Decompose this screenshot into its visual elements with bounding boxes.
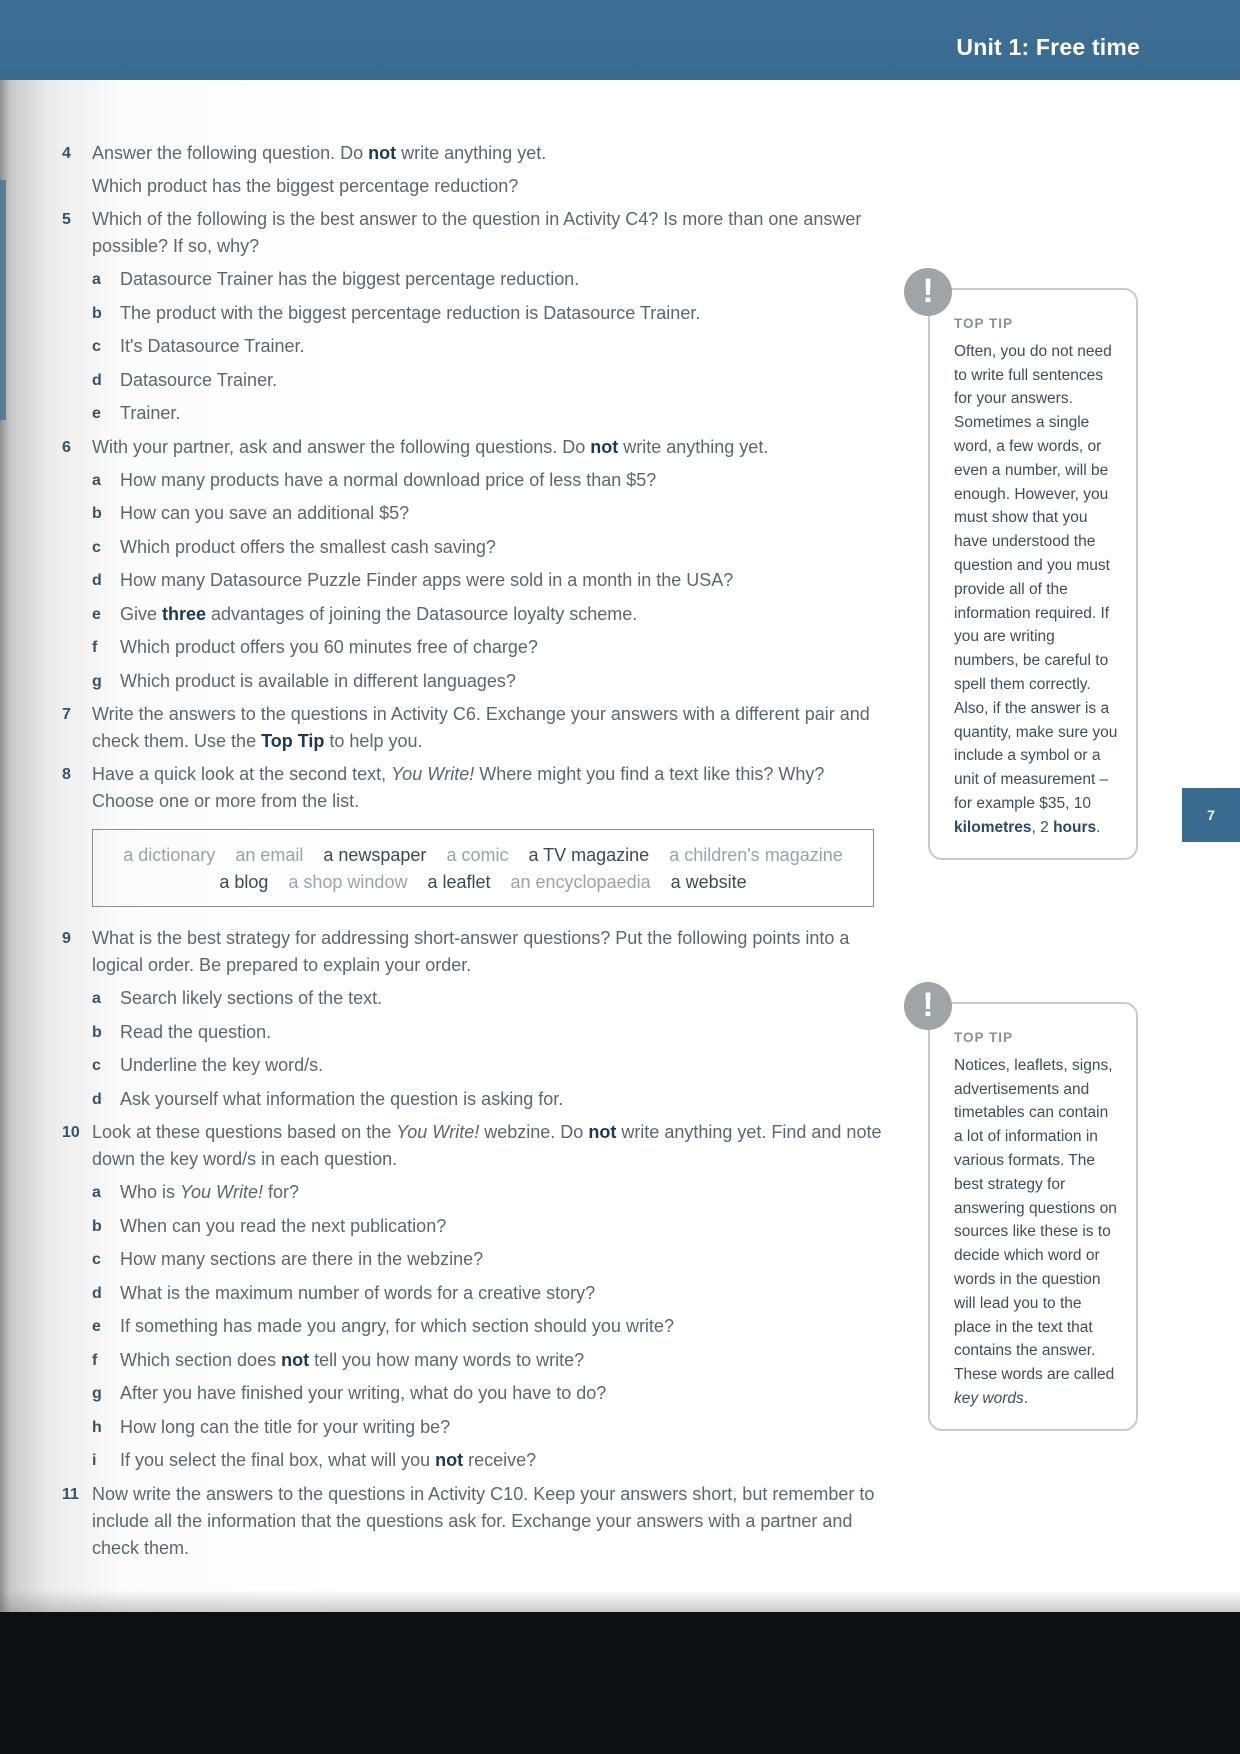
text-run: Search likely sections of the text. <box>120 988 383 1008</box>
activity-instruction <box>92 206 882 260</box>
emphasis-text: Top Tip <box>261 731 325 751</box>
top-tip-box-1 <box>922 272 1138 860</box>
option-list <box>92 1179 882 1474</box>
activity-9 <box>62 925 882 1113</box>
italic-text: You Write! <box>180 1182 264 1202</box>
option-item <box>92 1380 882 1407</box>
text-run: Notices, leaflets, signs, advertisements and timetables can contain a lot of information in various formats. The best strategy for answering questions on sources like these is to decide which word or words in the question will lead you to the place in the text that contains the answer. These words are called <box>954 1056 1117 1384</box>
option-letter: d <box>92 371 102 389</box>
option-letter: e <box>92 405 101 422</box>
option-item <box>92 1246 882 1273</box>
option-letter: d <box>92 572 102 589</box>
option-item <box>92 567 882 594</box>
top-tip-title: TOP TIP <box>954 316 1014 331</box>
activity-number: 8 <box>62 766 71 783</box>
top-tip-panel <box>922 986 1138 1431</box>
text-run: write anything yet. <box>618 436 769 457</box>
activity-8 <box>62 761 882 815</box>
activity-7 <box>62 701 882 755</box>
emphasis-text: not <box>435 1450 464 1470</box>
word-option: a blog <box>219 872 269 892</box>
activity-4 <box>62 140 882 200</box>
text-run: How long can the title for your writing be? <box>120 1416 451 1437</box>
text-run: . <box>1096 818 1101 836</box>
text-run: receive? <box>463 1450 537 1470</box>
word-option: a newspaper <box>323 845 427 865</box>
exclamation-icon: ! <box>904 982 952 1030</box>
emphasis-text: not <box>281 1349 310 1370</box>
option-letter: d <box>92 1284 102 1302</box>
option-item <box>92 1019 882 1046</box>
top-tip-box-2 <box>922 986 1138 1431</box>
option-letter: a <box>92 271 101 288</box>
text-run: Which product has the biggest percentage reduction? <box>92 176 519 196</box>
text-run: Which product offers you 60 minutes free of charge? <box>120 637 538 657</box>
word-choice-box <box>92 829 874 907</box>
option-letter: c <box>92 1251 101 1268</box>
emphasis-text: not <box>368 143 397 163</box>
activity-instruction <box>92 1481 882 1562</box>
word-option: a dictionary <box>123 845 216 865</box>
italic-text: You Write! <box>391 764 475 784</box>
text-run: Have a quick look at the second text, <box>92 764 392 784</box>
word-option: an encyclopaedia <box>510 872 651 892</box>
text-run: After you have finished your writing, what do you have to do? <box>120 1383 607 1403</box>
activity-instruction <box>92 761 882 815</box>
option-letter: c <box>92 338 101 355</box>
option-item <box>92 1414 882 1441</box>
text-run: The product with the biggest percentage reduction is Datasource Trainer. <box>120 302 701 323</box>
option-item <box>92 1447 882 1474</box>
option-letter: b <box>92 505 102 522</box>
option-item <box>92 534 882 561</box>
option-item <box>92 1280 882 1307</box>
text-run: Where might you find a text like this? Why? Choose one or more from the list. <box>92 764 825 811</box>
text-run: Which section does <box>120 1349 282 1370</box>
word-option: a shop window <box>288 872 408 892</box>
option-letter: i <box>92 1452 97 1469</box>
word-option: a children's magazine <box>669 845 843 865</box>
activity-number: 7 <box>62 706 71 723</box>
option-letter: g <box>92 1385 102 1402</box>
activity-number: 10 <box>62 1124 80 1141</box>
option-letter: c <box>92 1057 101 1074</box>
option-list <box>92 266 882 427</box>
page-bottom-shadow <box>0 1590 1240 1612</box>
option-item <box>92 367 882 394</box>
text-run: , 2 <box>1031 818 1054 836</box>
option-letter: e <box>92 1318 101 1335</box>
text-run: Datasource Trainer. <box>120 369 278 390</box>
text-run: tell you how many words to write? <box>309 1349 585 1370</box>
option-item <box>92 1086 882 1113</box>
option-list <box>92 985 882 1113</box>
text-run: Look at these questions based on the <box>92 1122 397 1142</box>
text-run: Trainer. <box>120 403 181 423</box>
word-row <box>97 869 869 896</box>
activity-number: 4 <box>62 145 71 162</box>
text-run: How many sections are there in the webzine? <box>120 1249 484 1269</box>
text-run: Which of the following is the best answer to the question in Activity C4? Is more than one answer possible? If so, why? <box>92 209 862 256</box>
activity-instruction <box>92 434 882 461</box>
top-tip-body <box>954 1054 1118 1411</box>
page-number: 7 <box>1207 807 1215 823</box>
activity-6 <box>62 434 882 695</box>
text-run: Which product offers the smallest cash saving? <box>120 536 496 557</box>
text-run: Answer the following question. Do <box>92 143 369 163</box>
option-item <box>92 1179 882 1206</box>
option-letter: b <box>92 1217 102 1235</box>
option-item <box>92 1052 882 1079</box>
emphasis-text: not <box>590 436 619 457</box>
text-run: Who is <box>120 1182 181 1202</box>
word-option: an email <box>235 845 304 865</box>
option-letter: b <box>92 304 102 322</box>
activity-instruction <box>92 1119 882 1173</box>
activity-number: 9 <box>62 930 71 947</box>
text-run: Now write the answers to the questions in Activity C10. Keep your answers short, but remember to include all the information that the questions ask for. Exchange your answers with a partner and check them. <box>92 1483 875 1558</box>
option-item <box>92 333 882 360</box>
activity-number: 5 <box>62 211 71 228</box>
activity-10 <box>62 1119 882 1474</box>
option-letter: h <box>92 1418 102 1436</box>
option-letter: d <box>92 1090 102 1108</box>
activity-5 <box>62 206 882 427</box>
activity-list <box>62 140 882 1568</box>
option-item <box>92 400 882 427</box>
option-item <box>92 500 882 527</box>
text-run: Read the question. <box>120 1021 272 1042</box>
text-run: How many products have a normal download price of less than $5? <box>120 469 657 490</box>
activity-instruction <box>92 925 882 979</box>
option-item <box>92 985 882 1012</box>
text-run: write anything yet. Find and note down the key word/s in each question. <box>92 1122 882 1169</box>
header-band <box>0 0 1240 80</box>
text-run: for? <box>263 1182 300 1202</box>
text-run: Often, you do not need to write full sentences for your answers. Sometimes a single word, a few words, or even a number, will be enough. However, you must show that you have understood the question and you must provide all of the information required. If you are writing numbers, be careful to spell them correctly. Also, if the answer is a quantity, make sure you include a symbol or a unit of measurement – for example $35, 10 <box>954 342 1118 812</box>
text-run: Give <box>120 603 163 624</box>
option-item <box>92 300 882 327</box>
option-item <box>92 1213 882 1240</box>
text-run: With your partner, ask and answer the following questions. Do <box>92 436 591 457</box>
text-run: . <box>1023 1389 1029 1407</box>
option-item <box>92 634 882 661</box>
text-run: Underline the key word/s. <box>120 1055 324 1075</box>
exclamation-icon: ! <box>904 268 952 316</box>
italic-text: You Write! <box>396 1122 480 1142</box>
text-run: write anything yet. <box>396 143 547 163</box>
option-letter: b <box>92 1023 102 1041</box>
option-item <box>92 266 882 293</box>
word-option: a comic <box>446 845 509 865</box>
page-edge-marker <box>0 180 6 420</box>
option-item <box>92 1347 882 1374</box>
option-list <box>92 467 882 695</box>
text-run: Which product is available in different languages? <box>120 670 516 691</box>
option-letter: c <box>92 538 101 556</box>
word-option: a website <box>670 872 747 892</box>
activity-number: 6 <box>62 438 71 456</box>
text-run: How many Datasource Puzzle Finder apps were sold in a month in the USA? <box>120 570 734 590</box>
activity-instruction <box>92 173 882 200</box>
text-run: webzine. Do <box>479 1122 589 1142</box>
top-tip-body <box>954 340 1118 840</box>
top-tip-panel <box>922 272 1138 860</box>
option-letter: a <box>92 1184 101 1201</box>
text-run: Write the answers to the questions in Activity C6. Exchange your answers with a different pair and check them. Use the <box>92 704 870 751</box>
activity-number: 11 <box>62 1485 79 1503</box>
word-option: a leaflet <box>427 872 491 892</box>
emphasis-text: hours <box>1053 818 1097 836</box>
word-row <box>97 842 869 869</box>
text-run: Ask yourself what information the question is asking for. <box>120 1088 564 1109</box>
emphasis-text: not <box>588 1122 617 1142</box>
italic-text: key words <box>954 1389 1024 1407</box>
option-item <box>92 467 882 494</box>
emphasis-text: three <box>162 603 207 624</box>
option-letter: f <box>92 1351 98 1369</box>
option-letter: a <box>92 471 101 489</box>
option-letter: e <box>92 605 101 623</box>
option-letter: g <box>92 672 102 690</box>
top-tip-title: TOP TIP <box>954 1030 1014 1045</box>
text-run: What is the best strategy for addressing short-answer questions? Put the following points into a logical order. Be prepared to explain your order. <box>92 928 850 975</box>
option-letter: a <box>92 990 101 1007</box>
option-item <box>92 1313 882 1340</box>
text-run: It's Datasource Trainer. <box>120 336 305 356</box>
text-run: If you select the final box, what will you <box>120 1450 436 1470</box>
text-run: How can you save an additional $5? <box>120 503 410 523</box>
activity-instruction <box>92 701 882 755</box>
emphasis-text: kilometres <box>954 818 1032 836</box>
unit-title: Unit 1: Free time <box>956 34 1140 60</box>
option-item <box>92 668 882 695</box>
activity-11 <box>62 1481 882 1562</box>
text-run: What is the maximum number of words for a creative story? <box>120 1282 596 1303</box>
page-number-tab <box>1182 788 1240 842</box>
word-option: a TV magazine <box>528 845 650 865</box>
text-run: If something has made you angry, for which section should you write? <box>120 1316 674 1336</box>
text-run: advantages of joining the Datasource loyalty scheme. <box>206 603 638 624</box>
text-run: Datasource Trainer has the biggest percentage reduction. <box>120 269 580 289</box>
activity-instruction <box>92 140 882 167</box>
option-letter: f <box>92 639 98 656</box>
text-run: to help you. <box>324 731 423 751</box>
text-run: When can you read the next publication? <box>120 1215 447 1236</box>
option-item <box>92 601 882 628</box>
